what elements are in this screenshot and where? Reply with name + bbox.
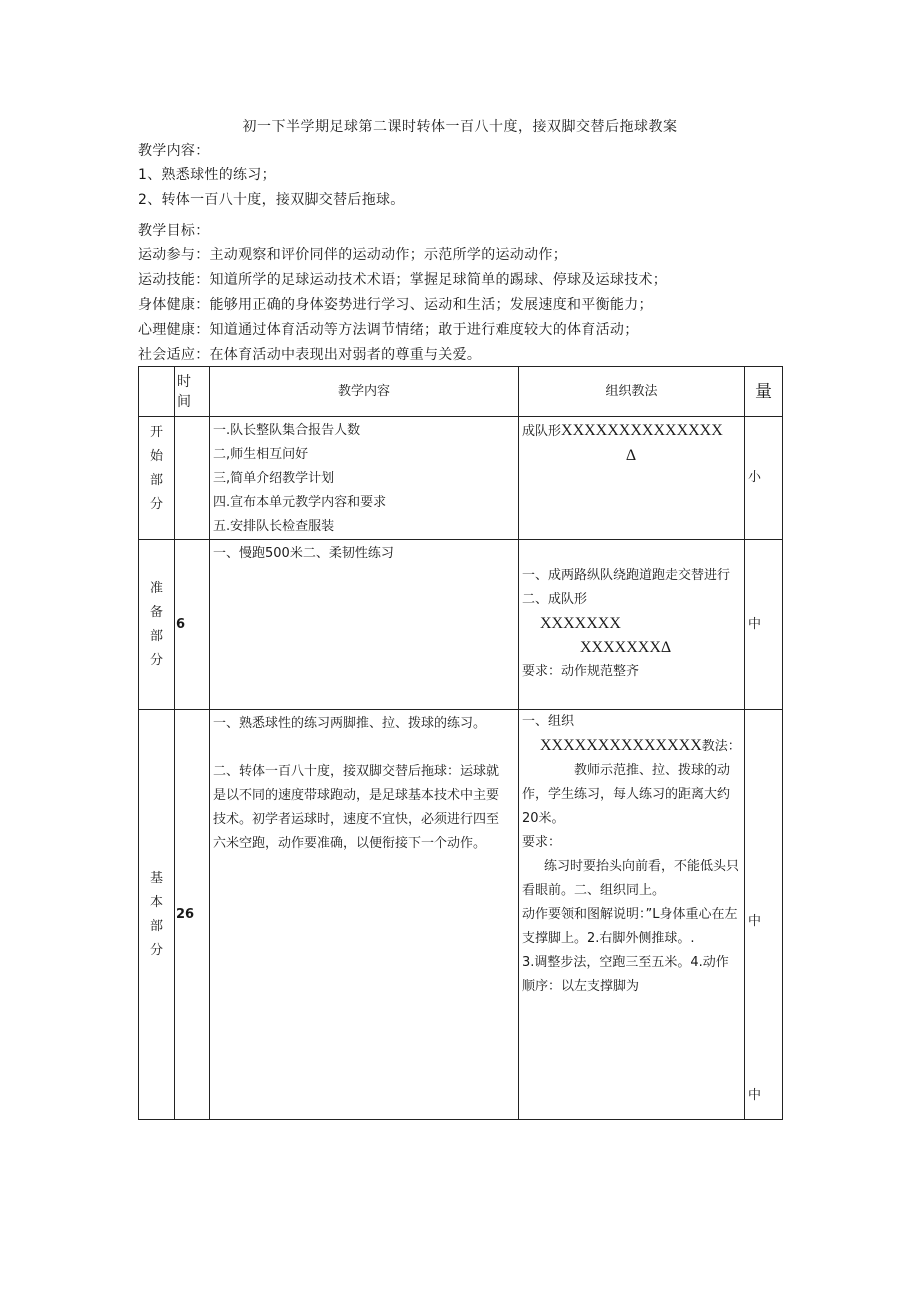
prep-method-line: 二、成队形 xyxy=(522,592,588,607)
goal-social: 社会适应：在体育活动中表现出对弱者的尊重与关爱。 xyxy=(138,347,482,363)
start-content-item: 二,师生相互问好 xyxy=(213,447,309,462)
basic-method-line: 一、组织 xyxy=(522,714,575,729)
start-method-line xyxy=(522,419,740,444)
goal-participation: 运动参与：主动观察和评价同伴的运动动作；示范所学的运动动作； xyxy=(138,247,567,263)
table-row xyxy=(139,417,783,540)
basic-method-line: 要求： xyxy=(522,835,562,850)
part-label-start: 开始部分 xyxy=(149,425,163,512)
row-prep-time: 6 xyxy=(175,540,210,710)
document-title: 初一下半学期足球第二课时转体一百八十度，接双脚交替后拖球教案 xyxy=(242,119,678,135)
basic-method-line: 练习时要抬头向前看，不能低头只看眼前。二、组织同上。 xyxy=(522,859,740,898)
table-header-row xyxy=(139,367,783,417)
row-basic-time: 26 xyxy=(175,710,210,1120)
row-basic-content xyxy=(210,710,519,1120)
lesson-plan-table xyxy=(138,366,783,1120)
goal-mental: 心理健康：知道通过体育活动等方法调节情绪；敢于进行难度较大的体育活动； xyxy=(138,322,639,338)
content-item-1: 1、熟悉球性的练习； xyxy=(138,167,276,183)
part-label-basic: 基本部分 xyxy=(149,870,163,958)
basic-method-teach: 教法： xyxy=(701,739,741,754)
content-heading: 教学内容： xyxy=(138,143,210,159)
start-content-item: 四.宣布本单元教学内容和要求 xyxy=(213,495,387,510)
row-start-method xyxy=(519,417,745,540)
start-content-item: 一.队长整队集合报告人数 xyxy=(213,423,361,438)
part-label-prep: 准备部分 xyxy=(149,580,163,668)
basic-method-line: 动作要领和图解说明：”L身体重心在左支撑脚上。2.右脚外侧推球。. xyxy=(522,907,738,946)
content-spacer xyxy=(213,736,508,760)
row-prep-amount: 中 xyxy=(745,540,783,710)
basic-amount-bottom: 中 xyxy=(748,1088,762,1103)
basic-method-line: 3.调整步法，空跑三至五米。4.动作顺序：以左支撑脚为 xyxy=(522,955,729,994)
row-basic-method xyxy=(519,710,745,1120)
prep-method-line: 要求：动作规范整齐 xyxy=(522,664,640,679)
header-part xyxy=(139,367,175,417)
row-basic-amount xyxy=(745,710,783,1120)
prep-formation-2: XXXXXXXΔ xyxy=(580,639,672,656)
prep-method-line: 一、成两路纵队绕跑道跑走交替进行 xyxy=(522,568,731,583)
row-prep-method xyxy=(519,540,745,710)
basic-method-org xyxy=(522,734,740,759)
row-start-part xyxy=(139,417,175,540)
row-start-time xyxy=(175,417,210,540)
basic-method-line: 教师示范推、拉、拨球的动作，学生练习，每人练习的距离大约20米。 xyxy=(522,763,731,826)
basic-formation: XXXXXXXXXXXXXX xyxy=(540,737,702,754)
prep-formation-1: XXXXXXX xyxy=(540,615,621,632)
start-delta: Δ xyxy=(625,447,637,464)
table-row xyxy=(139,540,783,710)
header-time xyxy=(175,367,210,417)
row-prep-part xyxy=(139,540,175,710)
goal-skills: 运动技能：知道所学的足球运动技术术语；掌握足球简单的踢球、停球及运球技术； xyxy=(138,272,668,288)
basic-content-item: 一、熟悉球性的练习两脚推、拉、拨球的练习。 xyxy=(213,716,487,731)
basic-amount-value: 中 xyxy=(748,914,762,929)
basic-content-item: 二、转体一百八十度，接双脚交替后拖球：运球就是以不同的速度带球跑动，是足球基本技术中主要技术。初学者运球时，速度不宜快，必须进行四至六米空跑，动作要准确，以便衔接下一个动作。 xyxy=(213,764,500,851)
start-formation: XXXXXXXXXXXXXX xyxy=(561,422,723,439)
header-content: 教学内容 xyxy=(210,367,519,417)
content-item-2: 2、转体一百八十度，接双脚交替后拖球。 xyxy=(138,192,405,208)
header-amount: 量 xyxy=(745,367,783,417)
header-time-label: 时间 xyxy=(177,373,191,410)
start-method-prefix: 成队形 xyxy=(522,424,562,439)
goals-heading: 教学目标： xyxy=(138,223,210,239)
header-method: 组织教法 xyxy=(519,367,745,417)
table-row xyxy=(139,710,783,1120)
row-start-amount: 小 xyxy=(745,417,783,540)
start-content-item: 三,简单介绍教学计划 xyxy=(213,471,335,486)
row-start-content xyxy=(210,417,519,540)
start-content-item: 五.安排队长检查服装 xyxy=(213,519,335,534)
row-basic-part xyxy=(139,710,175,1120)
goal-health: 身体健康：能够用正确的身体姿势进行学习、运动和生活；发展速度和平衡能力； xyxy=(138,297,653,313)
row-prep-content xyxy=(210,540,519,710)
prep-content-item: 一、慢跑500米二、柔韧性练习 xyxy=(213,546,394,561)
